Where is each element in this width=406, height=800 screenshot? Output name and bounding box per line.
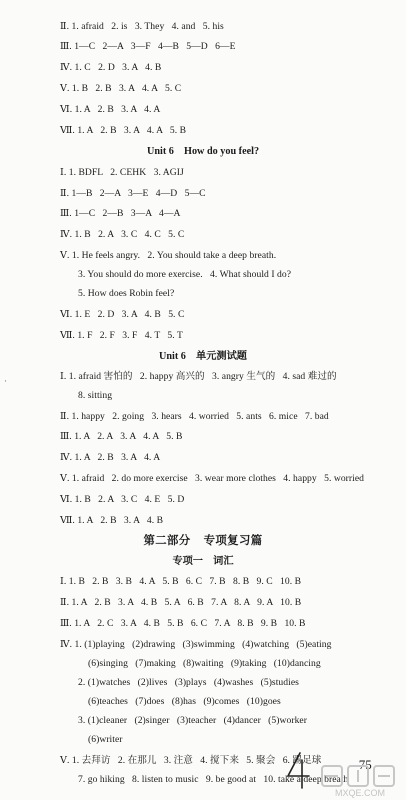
answer-line: (6)singing (7)making (8)waiting (9)taking (10)dancing bbox=[88, 658, 321, 669]
stray-mark: · bbox=[4, 376, 7, 386]
answer-line: Ⅲ. 1. A 2. C 3. A 4. B 5. B 6. C 7. A 8. B 9. B 10. B bbox=[60, 618, 306, 629]
watermark-logo-icon bbox=[316, 762, 406, 800]
answer-line: Ⅳ. 1. C 2. D 3. A 4. B bbox=[60, 62, 162, 73]
answer-line: 3. You should do more exercise. 4. What should I do? bbox=[78, 269, 292, 280]
answer-line: 5. How does Robin feel? bbox=[78, 288, 175, 299]
answer-line: Ⅵ. 1. B 2. A 3. C 4. E 5. D bbox=[60, 494, 185, 505]
answer-line: Ⅳ. 1. B 2. A 3. C 4. C 5. C bbox=[60, 229, 185, 240]
answer-line: Ⅶ. 1. F 2. F 3. F 4. T 5. T bbox=[60, 330, 183, 341]
answer-line: Ⅶ. 1. A 2. B 3. A 4. B bbox=[60, 515, 164, 526]
svg-text:MXQE.COM: MXQE.COM bbox=[334, 788, 386, 798]
handwritten-mark-icon bbox=[283, 750, 313, 790]
answer-line: Ⅰ. 1. BDFL 2. CEHK 3. AGIJ bbox=[60, 167, 184, 178]
answer-line: Ⅱ. 1. happy 2. going 3. hears 4. worried 5. ants 6. mice 7. bad bbox=[60, 411, 329, 422]
answer-line: 8. sitting bbox=[78, 390, 113, 401]
section-heading: 专项一 词汇 bbox=[172, 556, 234, 567]
answer-line: Ⅴ. 1. afraid 2. do more exercise 3. wear more clothes 4. happy 5. worried bbox=[60, 473, 365, 484]
answer-line: Ⅲ. 1. A 2. A 3. A 4. A 5. B bbox=[60, 431, 183, 442]
section-heading: 第二部分 专项复习篇 bbox=[143, 535, 263, 547]
answer-line: Ⅴ. 1. 去拜访 2. 在那儿 3. 注意 4. 搅下来 5. 聚会 6. 踢足球 bbox=[60, 755, 322, 766]
page-number: – 75 – bbox=[349, 757, 382, 772]
answer-line: (6)teaches (7)does (8)has (9)comes (10)goes bbox=[88, 696, 281, 707]
answer-line: Ⅶ. 1. A 2. B 3. A 4. A 5. B bbox=[60, 125, 187, 136]
answer-line: Ⅲ. 1—C 2—B 3—A 4—A bbox=[60, 208, 181, 219]
answer-line: Ⅰ. 1. afraid 害怕的 2. happy 高兴的 3. angry 生气的 4. sad 难过的 bbox=[60, 371, 337, 382]
answer-line: 3. (1)cleaner (2)singer (3)teacher (4)dancer (5)worker bbox=[78, 715, 307, 726]
answer-line: Ⅲ. 1—C 2—A 3—F 4—B 5—D 6—E bbox=[60, 41, 236, 52]
answer-line: Ⅵ. 1. A 2. B 3. A 4. A bbox=[60, 104, 161, 115]
section-heading: Unit 6 单元测试题 bbox=[158, 351, 247, 362]
answer-line: 7. go hiking 8. listen to music 9. be good at 10. take a deep breath bbox=[78, 774, 349, 785]
answer-line: Ⅳ. 1. (1)playing (2)drawing (3)swimming (4)watching (5)eating bbox=[60, 639, 332, 650]
answer-line: (6)writer bbox=[88, 734, 123, 745]
answer-line: Ⅳ. 1. A 2. B 3. A 4. A bbox=[60, 452, 161, 463]
answer-line: Ⅴ. 1. B 2. B 3. A 4. A 5. C bbox=[60, 83, 182, 94]
answer-line: Ⅱ. 1—B 2—A 3—E 4—D 5—C bbox=[60, 188, 206, 199]
answer-line: Ⅰ. 1. B 2. B 3. B 4. A 5. B 6. C 7. B 8. B 9. C 10. B bbox=[60, 576, 302, 587]
answer-line: Ⅱ. 1. A 2. B 3. A 4. B 5. A 6. B 7. A 8. A 9. A 10. B bbox=[60, 597, 302, 608]
answer-line: 2. (1)watches (2)lives (3)plays (4)washes (5)studies bbox=[78, 677, 299, 688]
answer-line: Ⅱ. 1. afraid 2. is 3. They 4. and 5. his bbox=[60, 21, 224, 32]
answer-line: Ⅴ. 1. He feels angry. 2. You should take a deep breath. bbox=[60, 250, 277, 261]
section-heading: Unit 6 How do you feel? bbox=[146, 146, 260, 157]
answer-line: Ⅵ. 1. E 2. D 3. A 4. B 5. C bbox=[60, 309, 185, 320]
